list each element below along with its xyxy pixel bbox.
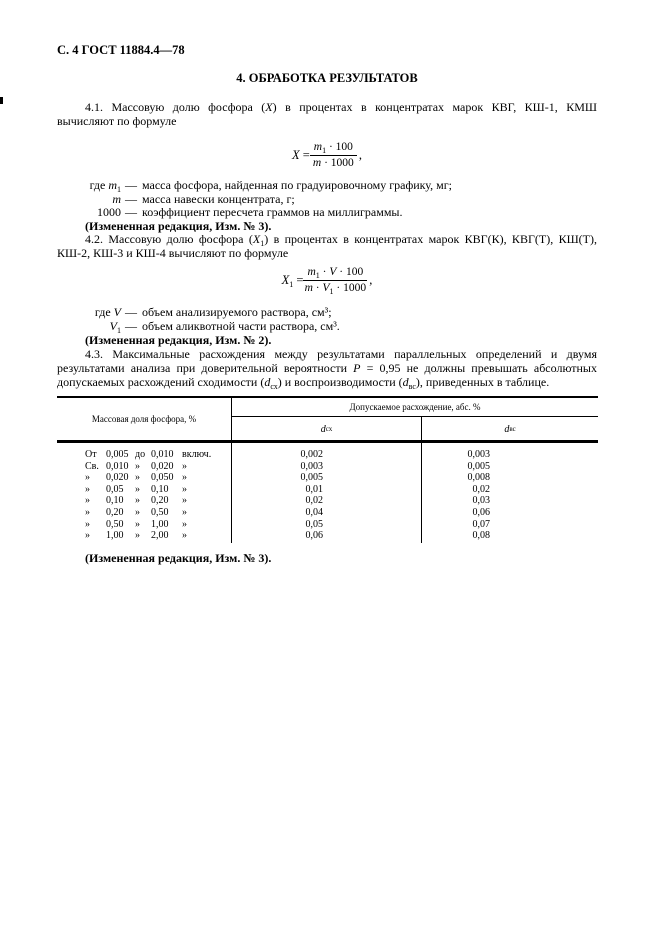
variable-x: X [265,100,273,114]
variable-x: X [281,273,290,287]
table-row [57,449,598,461]
revision-note-2: (Измененная редакция, Изм. № 2). [85,333,272,347]
tolerances-table [57,396,598,546]
text-run: где [89,178,109,192]
range-part: » [85,472,90,484]
revision-note-3: (Измененная редакция, Изм. № 3). [85,551,272,565]
range-part: » [135,518,140,530]
variable-v: V [113,305,121,319]
definition-m1 [57,179,597,193]
variable-v: V [322,282,330,294]
range-part: 0,20 [106,506,124,518]
text-run: ) в процентах в концентратах марок КВГ, КШ-1, КМШ [272,100,598,114]
range-part: » [182,460,187,472]
table-span-header: Допускаемое расхождение, абс. % [232,398,598,417]
subscript: 1 [117,185,121,194]
range-part: » [135,506,140,518]
variable-x1: X [252,232,261,246]
text-run: 4.2. Массовую долю фосфора ( [85,232,253,246]
definition-description: объем аликвотной части раствора, см³. [142,318,340,333]
definition-v1 [57,320,597,334]
range-cell [57,495,231,507]
fraction [303,266,367,295]
d-vs-value: 0,008 [467,472,490,484]
definition-term [57,306,121,320]
range-part: » [135,530,140,542]
variable-m: m [108,178,117,192]
range-part: 0,50 [106,518,124,530]
d-sx-value: 0,003 [300,460,323,472]
definition-term [57,179,121,193]
text-run: · [319,266,330,278]
dash: — [125,191,137,206]
range-part: От [85,449,97,460]
section-title: 4. ОБРАБОТКА РЕЗУЛЬТАТОВ [236,71,418,85]
d-sx-value: 0,06 [305,530,323,542]
definitions-4-1 [57,179,597,220]
d-vs-value: 0,03 [472,495,490,507]
table-row [57,461,598,473]
formula-lhs [292,148,310,163]
range-part: » [85,518,90,530]
range-part: 2,00 [151,530,169,542]
text-run: · 100 [326,141,353,153]
text-run: допускаемых расхождений сходимости ( [57,375,265,389]
definition-description: масса навески концентрата, г; [142,191,295,206]
dash: — [125,318,137,333]
d-sx-value: 0,005 [300,472,323,484]
paragraph-4-1 [57,100,597,128]
text-run: = 0,95 не должны превышать абсолютных [360,361,597,375]
range-part: » [182,495,187,507]
text-run: · 100 [336,266,364,278]
subscript-vs: вс [408,382,416,391]
definition-1000 [57,206,597,220]
subscript: 1 [329,287,334,296]
subscript: 1 [117,325,121,335]
denominator [303,281,367,295]
dash: — [125,205,137,219]
definition-m [57,193,597,207]
d-vs-value: 0,005 [467,460,490,472]
variable-v: V [109,318,117,333]
paragraph-4-2-line-1 [57,232,597,246]
range-cell [57,472,231,484]
numerator [303,266,367,281]
revision-note-1: (Измененная редакция, Изм. № 3). [85,219,272,233]
paragraph-4-3-line-1: 4.3. Максимальные расхождения между результатами параллельных определений и двумя [85,347,597,361]
numerator [310,141,357,156]
subscript: 1 [315,271,320,280]
range-part: 0,50 [151,506,169,518]
variable-m: m [304,282,313,294]
text-run: · 1000 [321,157,354,169]
equals-sign: = [293,273,304,287]
paragraph-4-3 [57,347,597,389]
definition-v [57,306,597,320]
variable-m: m [307,266,316,278]
definition-term [57,206,121,220]
range-part: 0,10 [106,495,124,507]
range-part: 0,010 [151,449,174,460]
table-header-divider [57,440,598,443]
definition-term [57,320,121,334]
range-cell [57,507,231,519]
fraction [310,141,357,170]
paragraph-4-2 [57,232,597,260]
d-vs-value: 0,02 [472,483,490,495]
range-part: » [182,530,187,542]
paragraph-4-3-line-3 [57,375,597,389]
variable-d: d [504,423,510,435]
range-part: 0,050 [151,472,174,484]
range-part: 0,020 [151,460,174,472]
equals-sign: = [299,148,310,162]
text-run: 1000 [97,205,121,219]
dash: — [125,305,137,319]
paragraph-4-1-line-2: вычисляют по формуле [57,114,177,128]
range-part: 0,010 [106,460,129,472]
range-part: включ. [182,449,212,460]
range-part: » [182,518,187,530]
d-vs-value: 0,07 [472,518,490,530]
comma: , [369,273,373,287]
table-subheader-d-vs: d вс [504,423,516,435]
range-part: » [85,483,90,495]
definition-description: масса фосфора, найденная по градуировочному графику, мг; [142,178,452,192]
range-cell [57,530,231,542]
paragraph-4-2-line-2: КШ-2, КШ-3 и КШ-4 вычисляют по формуле [57,246,289,260]
range-part: » [182,472,187,484]
d-sx-value: 0,05 [305,518,323,530]
definitions-4-2 [57,306,597,333]
d-vs-value: 0,003 [467,449,490,460]
formula-x1 [57,266,597,295]
range-part: Св. [85,460,99,472]
formula-x [57,141,597,170]
dash: — [125,178,137,192]
d-vs-value: 0,06 [472,506,490,518]
text-run: ) и воспроизводимости ( [277,375,403,389]
table-row [57,519,598,531]
table-row [57,507,598,519]
range-part: 1,00 [151,518,169,530]
d-sx-value: 0,02 [305,495,323,507]
denominator [310,156,357,170]
range-part: 0,05 [106,483,124,495]
subscript-sx: сх [270,382,278,391]
range-part: 1,00 [106,530,124,542]
d-sx-value: 0,01 [305,483,323,495]
running-header: С. 4 ГОСТ 11884.4—78 [57,43,185,57]
variable-v: V [329,266,337,278]
comma: , [358,148,363,162]
text-run: результатами анализа при доверительной вероятности [57,361,354,375]
range-part: » [135,460,140,472]
table-row [57,472,598,484]
variable-m: m [112,191,121,206]
variable-m: m [312,157,322,169]
table-row [57,530,598,542]
text-run: · 1000 [333,282,367,294]
text-run: 4.1. Массовую долю фосфора ( [85,100,266,114]
range-cell [57,461,231,473]
variable-d: d [264,375,271,389]
variable-d: d [402,375,409,389]
d-sx-value: 0,002 [300,449,323,460]
range-cell [57,449,231,461]
subscript: 1 [322,146,327,155]
range-part: до [135,449,146,460]
range-part: 0,20 [151,495,169,507]
subscript: 1 [289,280,294,289]
table-rows [57,449,598,542]
range-part: » [85,495,90,507]
range-part: » [135,483,140,495]
range-part: » [85,506,90,518]
range-part: 0,020 [106,472,129,484]
range-part: 0,10 [151,483,169,495]
range-part: 0,005 [106,449,129,460]
variable-m: m [313,141,323,153]
table-col1-header: Массовая доля фосфора, % [91,414,197,424]
text-run: ) в процентах в концентратах марок КВГ(К), КВГ(Т), КШ(Т), [264,232,597,246]
definition-term [57,193,121,207]
subscript: 1 [260,239,265,248]
variable-x: X [291,148,300,162]
scan-edge-artifact [0,97,3,104]
text-run: где [94,305,114,319]
range-part: » [182,506,187,518]
variable-p: P [353,361,361,375]
range-part: » [85,530,90,542]
table-row [57,495,598,507]
paragraph-4-3-line-2 [57,361,597,375]
d-sx-value: 0,04 [305,506,323,518]
table-subheader-d-sx: d сх [320,423,333,435]
paragraph-4-1-line-1 [57,100,597,114]
variable-d: d [320,423,326,435]
range-part: » [135,495,140,507]
table-row [57,484,598,496]
text-run: · [312,282,323,294]
definition-description: коэффициент пересчета граммов на миллиграммы. [142,205,403,219]
range-part: » [135,472,140,484]
d-vs-value: 0,08 [472,530,490,542]
formula-lhs [282,273,304,288]
definition-description: объем анализируемого раствора, см³; [142,305,332,319]
range-cell [57,484,231,496]
range-part: » [182,483,187,495]
text-run: ), приведенных в таблице. [415,375,550,389]
range-cell [57,519,231,531]
